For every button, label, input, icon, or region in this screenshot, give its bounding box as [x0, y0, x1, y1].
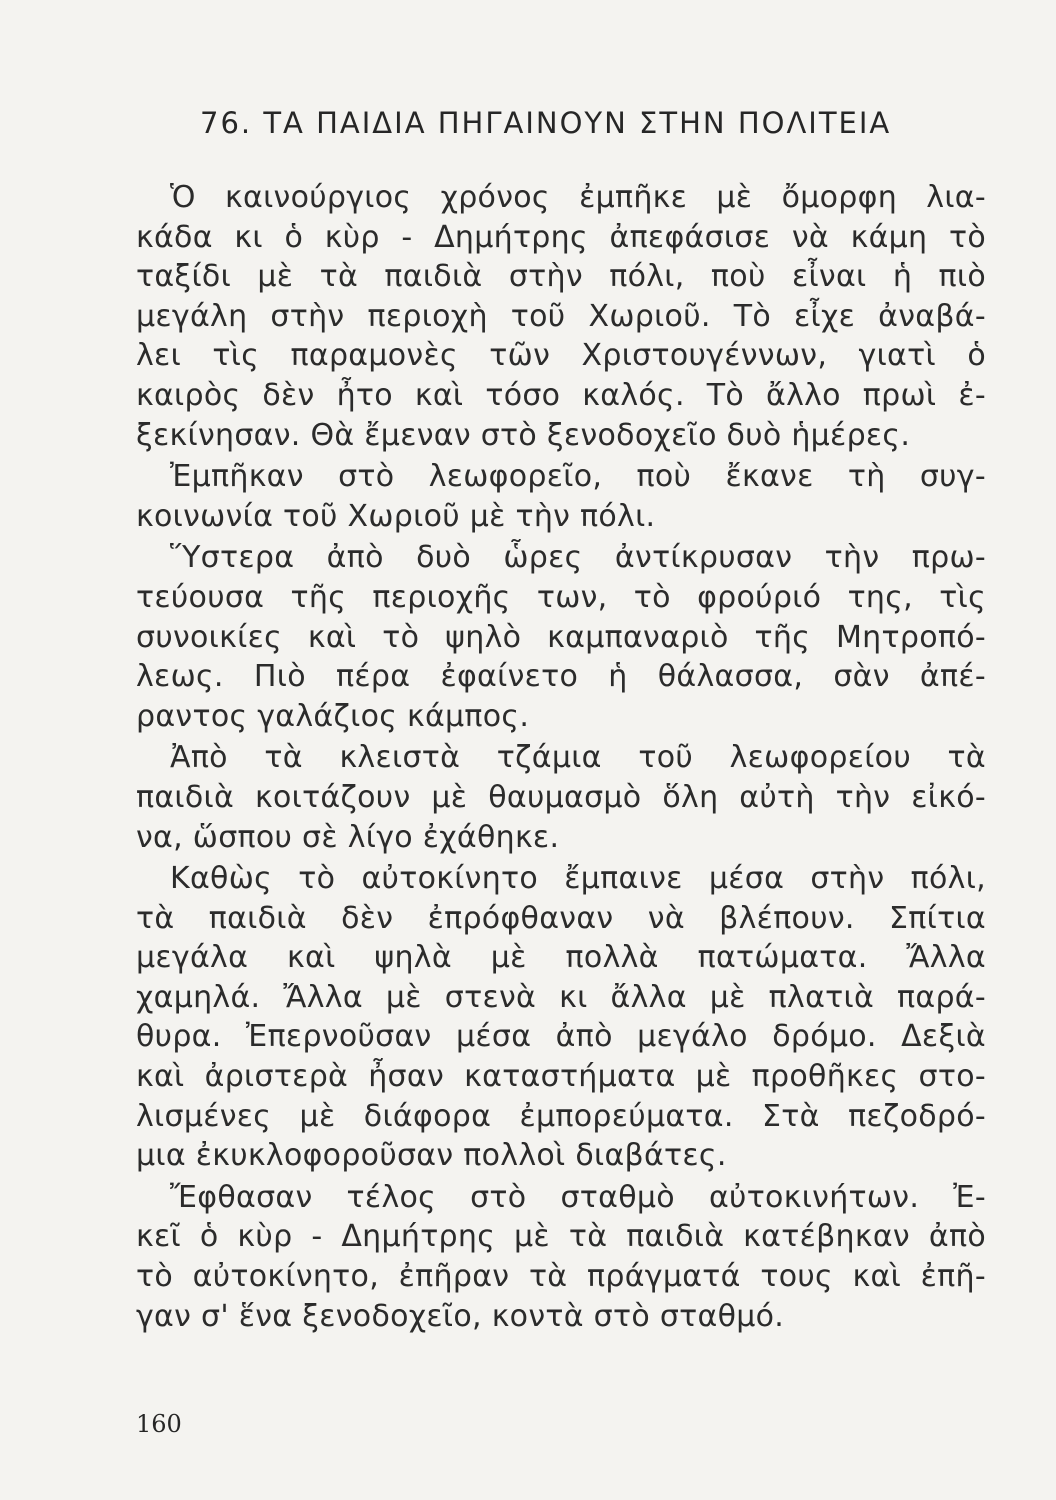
text-line: χαμηλά. Ἄλλα μὲ στενὰ κι ἄλλα μὲ πλατιὰ παρά- [136, 979, 986, 1015]
text-line: κοινωνία τοῦ Χωριοῦ μὲ τὴν πόλι. [136, 498, 656, 534]
text-line: καὶ ἀριστερὰ ἦσαν καταστήματα μὲ προθῆκες στο- [136, 1059, 986, 1095]
paragraph [136, 859, 986, 1176]
paragraph [136, 1178, 986, 1336]
text-line: τεύουσα τῆς περιοχῆς των, τὸ φρούριό της, τὶς [136, 579, 986, 615]
text-line: παιδιὰ κοιτάζουν μὲ θαυμασμὸ ὅλη αὐτὴ τὴν εἰκό- [136, 779, 986, 815]
text-line: να, ὥσπου σὲ λίγο ἐχάθηκε. [136, 819, 560, 855]
text-line: κάδα κι ὁ κὺρ - Δημήτρης ἀπεφάσισε νὰ κάμη τὸ [136, 219, 986, 255]
text-line: Ἀπὸ τὰ κλειστὰ τζάμια τοῦ λεωφορείου τὰ [170, 740, 986, 776]
text-line: λεως. Πιὸ πέρα ἐφαίνετο ἡ θάλασσα, σὰν ἀπέ- [136, 659, 986, 695]
paragraph [136, 178, 986, 455]
paragraph [136, 738, 986, 857]
paragraph [136, 457, 986, 536]
text-line: μεγάλα καὶ ψηλὰ μὲ πολλὰ πατώματα. Ἄλλα [136, 940, 986, 976]
text-line: ραντος γαλάζιος κάμπος. [136, 698, 530, 734]
text-line: Ὁ καινούργιος χρόνος ἐμπῆκε μὲ ὄμορφη λια- [170, 180, 986, 215]
text-line: λισμένες μὲ διάφορα ἐμπορεύματα. Στὰ πεζοδρό- [136, 1098, 986, 1134]
text-line: μεγάλη στὴν περιοχὴ τοῦ Χωριοῦ. Τὸ εἶχε ἀναβά- [136, 298, 986, 334]
paragraph [136, 538, 986, 736]
text-line: Ἔφθασαν τέλος στὸ σταθμὸ αὐτοκινήτων. Ἐ- [170, 1179, 986, 1215]
text-line: Ὕστερα ἀπὸ δυὸ ὧρες ἀντίκρυσαν τὴν πρω- [170, 540, 986, 576]
text-line: ξεκίνησαν. Θὰ ἔμεναν στὸ ξενοδοχεῖο δυὸ ἡμέρες. [136, 417, 911, 453]
chapter-title: 76. ΤΑ ΠΑΙΔΙΑ ΠΗΓΑΙΝΟΥΝ ΣΤΗΝ ΠΟΛΙΤΕΙΑ [200, 106, 892, 140]
text-line: θυρα. Ἐπερνοῦσαν μέσα ἀπὸ μεγάλο δρόμο. Δεξιὰ [136, 1019, 986, 1055]
text-line: Ἐμπῆκαν στὸ λεωφορεῖο, ποὺ ἔκανε τὴ συγ- [170, 459, 986, 495]
text-line: καιρὸς δὲν ἦτο καὶ τόσο καλός. Τὸ ἄλλο πρωὶ ἐ- [136, 377, 986, 413]
text-line: συνοικίες καὶ τὸ ψηλὸ καμπαναριὸ τῆς Μητροπό- [136, 619, 986, 655]
page-number: 160 [136, 1410, 182, 1438]
text-line: ταξίδι μὲ τὰ παιδιὰ στὴν πόλι, ποὺ εἶναι ἡ πιὸ [136, 259, 986, 295]
text-line: Καθὼς τὸ αὐτοκίνητο ἔμπαινε μέσα στὴν πόλι, [170, 861, 986, 897]
text-line: τὸ αὐτοκίνητο, ἐπῆραν τὰ πράγματά τους καὶ ἐπῆ- [136, 1259, 986, 1295]
text-line: γαν σ' ἕνα ξενοδοχεῖο, κοντὰ στὸ σταθμό. [136, 1298, 785, 1334]
text-line: μια ἐκυκλοφοροῦσαν πολλοὶ διαβάτες. [136, 1138, 727, 1174]
text-line: λει τὶς παραμονὲς τῶν Χριστουγέννων, γιατὶ ὁ [136, 338, 986, 374]
chapter-body [136, 178, 986, 1336]
text-line: τὰ παιδιὰ δὲν ἐπρόφθαναν νὰ βλέπουν. Σπίτια [136, 900, 986, 936]
text-line: κεῖ ὁ κὺρ - Δημήτρης μὲ τὰ παιδιὰ κατέβηκαν ἀπὸ [136, 1219, 986, 1255]
